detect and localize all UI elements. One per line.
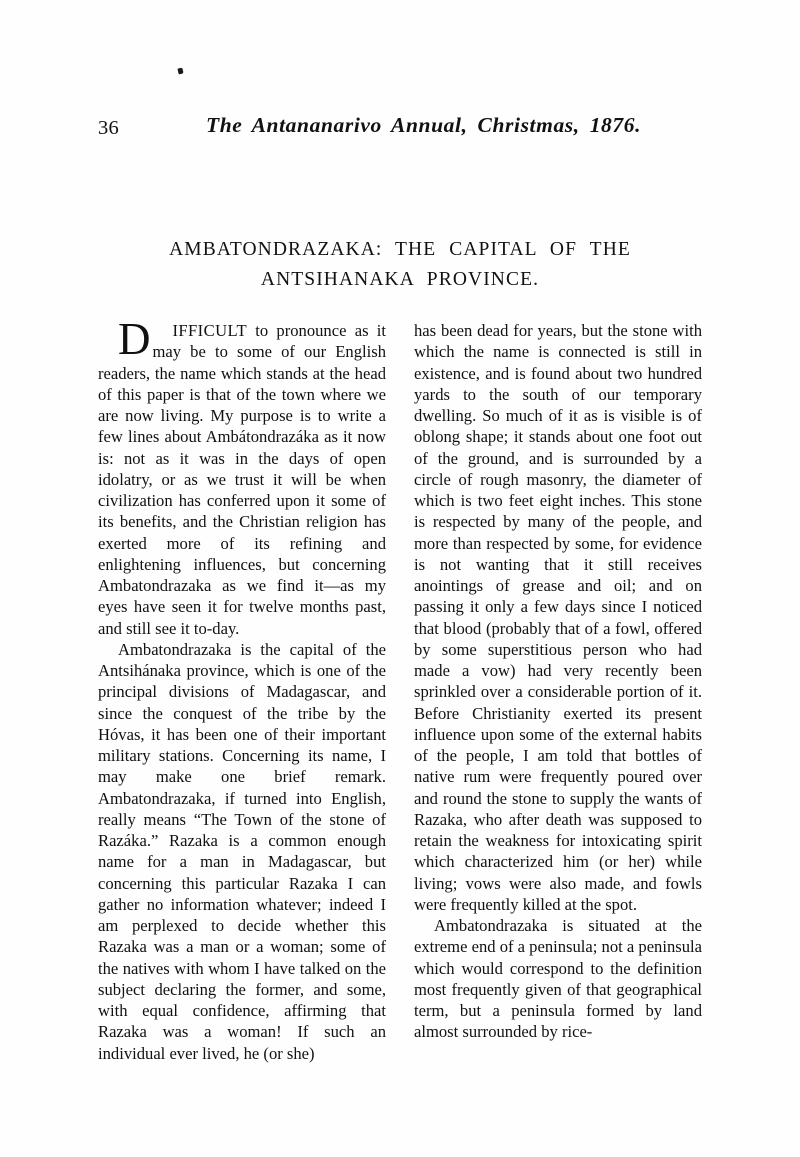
paragraph-right-1: has been dead for years, but the stone with which the name is connected is still in existence, and is found about two hundred yards to the south of our temporary dwelling. So much of it as is visible is of oblong shape; it stands about one foot out of the ground, and is surrounded by a circle of rough masonry, the diameter of which is two feet eight inches. This stone is respected by many of the people, and more than respected by some, for evidence is not wanting that it still receives anointings of grease and oil; and on passing it only a few days since I noticed that blood (probably that of a fowl, offered by some superstitious person who had made a vow) had very recently been sprinkled over a considerable portion of it. Before Christianity exerted its present influence upon some of the external habits of the people, I am told that bottles of native rum were frequently poured over and round the stone to supply the wants of Razaka, who after death was supposed to retain the weakness for intoxicating spirit which characterized him (or her) while living; vows were also made, and fowls were frequently killed at the spot. [414,321,702,914]
text-column-right [414,320,702,1095]
page-folio-number: 36 [98,117,120,139]
drop-cap-letter: D [118,314,151,364]
article-body [98,314,702,1095]
ink-speck [177,67,183,74]
article-title-line-2: ANTSIHANAKA PROVINCE. [260,269,540,290]
opening-small-caps: IFFICULT [172,321,248,340]
running-head-title: The Antananarivo Annual, Christmas, 1876. [206,113,642,137]
text-column-left [98,314,386,1095]
running-head [98,113,702,143]
paragraph-opening-text: to pronounce as it may be to some of our English readers, the name which stands at the head of this paper is that of the town where we are now living. My purpose is to write a few lines about Ambátondrazáka as it now is: not as it was in the days of open idolatry, or as we trust it will be when civilization has conferred upon it some of its benefits, and the Christian religion has exerted more of its refining and enlightening influences, but concerning Ambatondrazaka as we find it—as my eyes have seen it for twelve months past, and still see it to-day. [98,321,386,638]
article-title [98,235,702,295]
paragraph-left-2: Ambatondrazaka is the capital of the Antsihánaka province, which is one of the principal divisions of Madagascar, and since the conquest of the tribe by the Hóvas, it has been one of their important military stations. Concerning its name, I may make one brief remark. Ambatondrazaka, if turned into English, really means “The Town of the stone of Razáka.” Razaka is a common enough name for a man in Madagascar, but concerning this particular Razaka I can gather no information whatever; indeed I am perplexed to decide whether this Razaka was a man or a woman; some of the natives with whom I have talked on the subject declaring the former, and some, with equal confidence, affirming that Razaka was a woman! If such an individual ever lived, he (or she) [98,639,386,1063]
paragraph-right-2: Ambatondrazaka is situated at the extreme end of a peninsula; not a peninsula which would correspond to the definition most frequently given of that geographical term, but a peninsula formed by land almost surrounded by rice- [414,916,702,1042]
paragraph-opening [98,314,386,639]
article-title-line-1: AMBATONDRAZAKA: THE CAPITAL OF THE [169,239,631,260]
